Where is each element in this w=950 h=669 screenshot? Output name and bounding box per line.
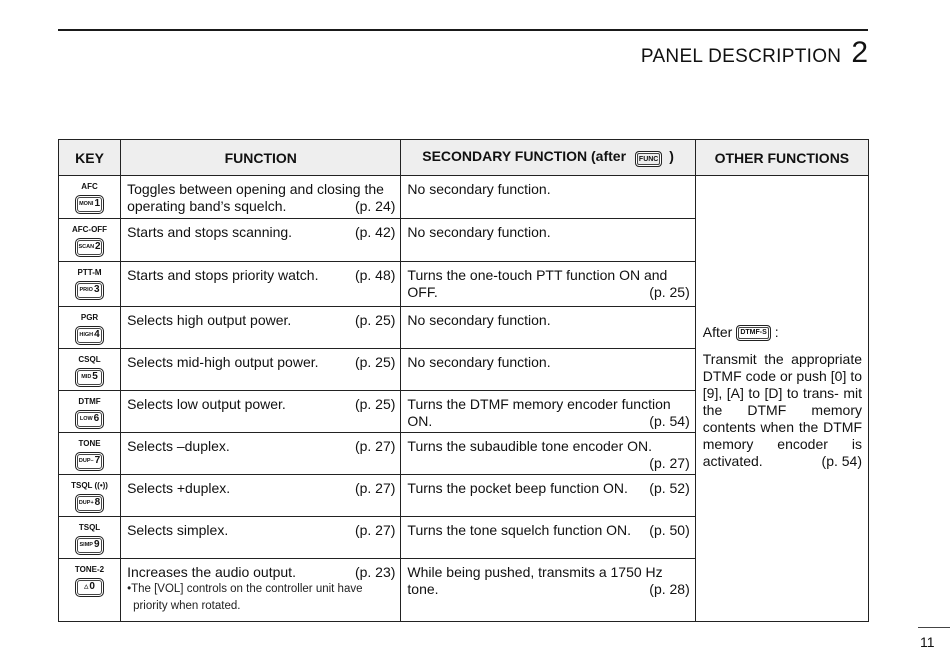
key-label: PTT-M [77, 268, 102, 277]
secondary-function-cell [401, 475, 695, 517]
secondary-text: While being pushed, transmits a 1750 Hz [407, 564, 663, 580]
secondary-text: No secondary function. [407, 354, 551, 370]
function-note: •The [VOL] controls on the controller unit have priority when rotated. [127, 583, 363, 612]
function-cell [121, 559, 401, 622]
secondary-function-cell [401, 349, 695, 391]
secondary-function-cell [401, 433, 695, 475]
key-sub-label: DUP+ [78, 500, 94, 506]
function-cell [121, 475, 401, 517]
secondary-line [407, 581, 689, 598]
page-ref: (p. 50) [649, 522, 690, 538]
key-cell [59, 517, 121, 559]
page-ref: (p. 28) [649, 581, 690, 597]
page-ref: (p. 27) [354, 438, 396, 454]
page-number-rule [918, 627, 950, 628]
key-number: 8 [94, 497, 101, 508]
function-text: Toggles between opening and closing the [127, 181, 384, 197]
key-label: TSQL ((•)) [71, 481, 108, 490]
other-functions-text: Transmit the appropriate DTMF code or push [0] to [9], [A] to [D] to trans- mit the DTMF memory contents when the DTMF memory encoder is activated. [702, 351, 862, 469]
function-text: Starts and stops priority watch. [127, 267, 319, 283]
secondary-function-cell [401, 307, 695, 349]
secondary-text: No secondary function. [407, 312, 551, 328]
key-cell [59, 391, 121, 433]
table-header-row [59, 140, 869, 176]
key-sub-label: MONI [79, 201, 94, 207]
key-sub-label: SCAN [78, 244, 95, 250]
key-number: 6 [93, 413, 100, 424]
keypad-key-7-icon [75, 452, 104, 471]
function-text: operating band’s squelch. [127, 198, 287, 214]
key-number: 2 [95, 241, 101, 252]
func-key-icon: FUNC [635, 151, 662, 167]
key-number: 3 [93, 284, 100, 295]
page-ref: (p. 54) [821, 453, 862, 469]
key-number: 4 [94, 329, 100, 340]
secondary-function-cell [401, 176, 695, 219]
secondary-line [407, 413, 689, 430]
secondary-text: OFF. [407, 284, 438, 300]
top-rule [58, 29, 868, 31]
table-body [59, 176, 869, 622]
page-ref: (p. 24) [354, 198, 396, 214]
keypad-key-4-icon [75, 326, 104, 345]
function-text: Selects low output power. [127, 396, 286, 412]
secondary-line [407, 455, 689, 472]
function-text: Selects simplex. [127, 522, 229, 538]
secondary-line [407, 396, 689, 413]
header-other-functions: OTHER FUNCTIONS [695, 140, 868, 176]
key-number: 0 [89, 581, 95, 592]
function-text: Selects –duplex. [127, 438, 230, 454]
key-sub-label: SIMP [79, 542, 93, 548]
secondary-line [407, 438, 689, 455]
keypad-key-1-icon [75, 195, 104, 214]
after-suffix: : [774, 324, 779, 340]
header-secondary-prefix: SECONDARY FUNCTION (after [422, 147, 627, 164]
function-text: Selects mid-high output power. [127, 354, 319, 370]
key-cell [59, 307, 121, 349]
key-sub-label: LOW [79, 416, 93, 422]
secondary-text: Turns the one-touch PTT function ON and [407, 267, 668, 283]
function-line [127, 224, 395, 241]
key-label: AFC [81, 182, 98, 191]
key-label: PGR [80, 313, 99, 322]
section-number: 2 [851, 36, 868, 69]
panel-description-table [58, 139, 869, 622]
after-label: After [702, 324, 733, 340]
secondary-function-cell [401, 262, 695, 307]
section-title: PANEL DESCRIPTION [640, 46, 842, 67]
keypad-key-0-icon [75, 578, 104, 597]
key-label: CSQL [78, 355, 101, 364]
key-number: 9 [93, 539, 100, 550]
secondary-text: No secondary function. [407, 224, 551, 240]
secondary-line [407, 267, 689, 284]
page-ref: (p. 48) [354, 267, 396, 283]
function-line [127, 198, 395, 215]
page-ref: (p. 52) [649, 480, 690, 496]
page-ref: (p. 42) [354, 224, 396, 240]
function-text: Selects high output power. [127, 312, 292, 328]
key-label: AFC-OFF [71, 225, 108, 234]
keypad-key-5-icon [75, 368, 104, 387]
page-ref: (p. 54) [649, 413, 690, 429]
secondary-line [407, 564, 689, 581]
function-cell [121, 517, 401, 559]
keypad-key-6-icon [75, 410, 104, 429]
page-ref: (p. 27) [354, 522, 396, 538]
function-line [127, 181, 395, 198]
function-text: Increases the audio output. [127, 564, 296, 580]
key-number: 7 [94, 455, 101, 466]
secondary-text: tone. [407, 581, 439, 597]
function-cell [121, 176, 401, 219]
function-text: Selects +duplex. [127, 480, 231, 496]
key-sub-label: △ [84, 584, 89, 590]
function-line [127, 438, 395, 455]
page-ref: (p. 25) [354, 312, 396, 328]
function-cell [121, 349, 401, 391]
secondary-line [407, 181, 689, 198]
keypad-key-9-icon [75, 536, 104, 555]
key-cell [59, 219, 121, 262]
key-cell [59, 559, 121, 622]
key-label: TSQL [78, 523, 101, 532]
page-ref: (p. 25) [649, 284, 690, 300]
key-label: TONE-2 [74, 565, 105, 574]
after-line [703, 324, 862, 341]
secondary-text: ON. [407, 413, 433, 429]
function-cell [121, 391, 401, 433]
secondary-line [407, 312, 689, 329]
key-cell [59, 176, 121, 219]
keypad-key-8-icon [75, 494, 104, 513]
secondary-function-cell [401, 559, 695, 622]
key-number: 1 [94, 198, 100, 209]
key-label: TONE [78, 439, 101, 448]
header-secondary-suffix: ) [669, 147, 674, 164]
secondary-function-cell [401, 219, 695, 262]
key-cell [59, 433, 121, 475]
secondary-line [407, 224, 689, 241]
function-line [127, 480, 395, 497]
key-sub-label: PRIO [79, 287, 93, 293]
key-cell [59, 475, 121, 517]
header-function: FUNCTION [121, 140, 401, 176]
secondary-function-cell [401, 391, 695, 433]
other-functions-cell [695, 176, 868, 622]
page-ref: (p. 25) [354, 396, 396, 412]
key-number: 5 [92, 371, 98, 382]
keypad-key-2-icon [75, 238, 104, 257]
secondary-text: Turns the subaudible tone encoder ON. [407, 438, 653, 454]
secondary-line [407, 480, 689, 497]
page-ref: (p. 27) [354, 480, 396, 496]
secondary-function-cell [401, 517, 695, 559]
page-ref: (p. 27) [649, 455, 690, 471]
page-ref: (p. 23) [354, 564, 396, 580]
section-header [641, 36, 868, 70]
function-line [127, 267, 395, 284]
page-ref: (p. 25) [354, 354, 396, 370]
dtmf-s-key-icon: DTMF-S [736, 325, 770, 341]
key-sub-label: MID [81, 374, 92, 380]
header-secondary-function [401, 140, 695, 176]
function-line [127, 396, 395, 413]
other-functions-description [703, 351, 862, 470]
page-number: 11 [920, 634, 935, 650]
function-cell [121, 307, 401, 349]
key-cell [59, 262, 121, 307]
secondary-text: No secondary function. [407, 181, 551, 197]
key-cell [59, 349, 121, 391]
secondary-text: Turns the tone squelch function ON. [407, 522, 632, 538]
function-cell [121, 219, 401, 262]
key-sub-label: HIGH [79, 332, 94, 338]
key-label: DTMF [78, 397, 101, 406]
key-sub-label: DUP– [78, 458, 94, 464]
header-key: KEY [59, 140, 121, 176]
function-line [127, 312, 395, 329]
function-line [127, 522, 395, 539]
secondary-line [407, 284, 689, 301]
secondary-text: Turns the DTMF memory encoder function [407, 396, 671, 412]
function-line [127, 354, 395, 371]
secondary-text: Turns the pocket beep function ON. [407, 480, 628, 496]
function-line [127, 564, 395, 581]
secondary-line [407, 354, 689, 371]
keypad-key-3-icon [75, 281, 104, 300]
function-cell [121, 262, 401, 307]
function-cell [121, 433, 401, 475]
table-row [59, 176, 869, 219]
function-text: Starts and stops scanning. [127, 224, 293, 240]
secondary-line [407, 522, 689, 539]
